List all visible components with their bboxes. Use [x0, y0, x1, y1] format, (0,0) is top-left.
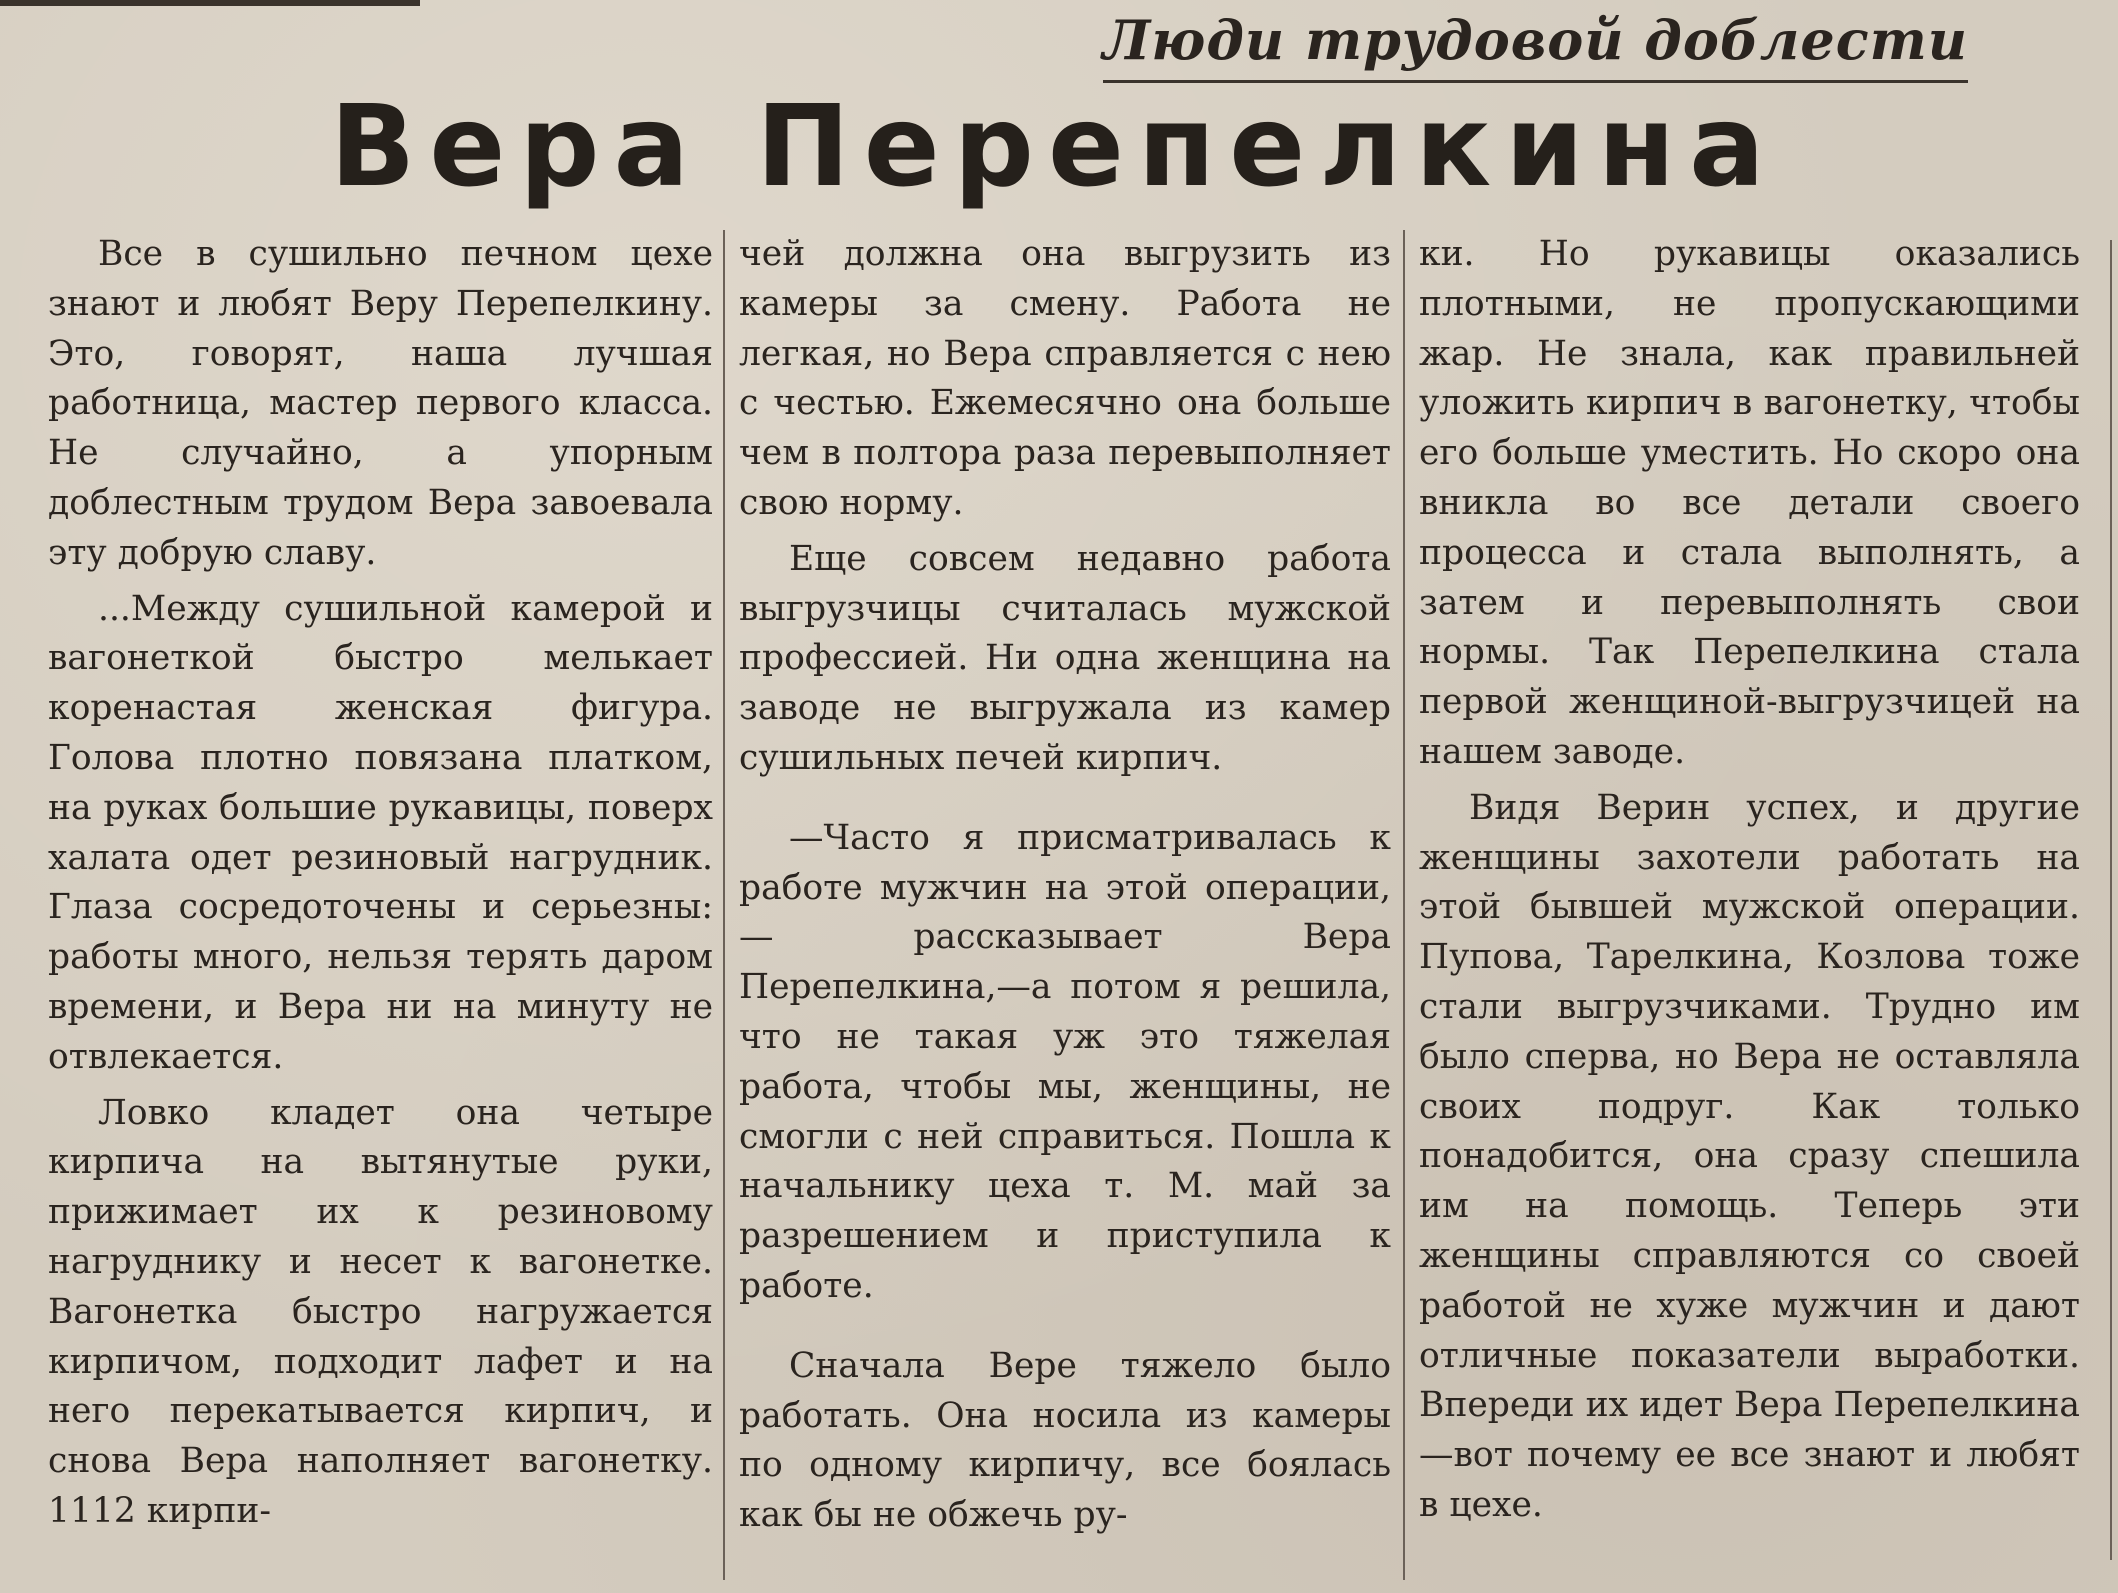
- section-rubric: Люди трудовой доблести: [1103, 8, 1968, 83]
- paragraph: Еще совсем недавно работа выгрузчицы считалась мужской профессией. Ни одна женщина на заводе не выгружала из камер сушильных печей кирпич.: [739, 538, 1391, 778]
- paragraph: Все в сушильно печном цехе знают и любят Веру Перепелкину. Это, говорят, наша лучшая работница, мастер первого класса. Не случайно, а упорным доблестным трудом Вера завоевала эту добрую славу.: [48, 234, 713, 573]
- column-1: [48, 230, 723, 1580]
- paragraph: Сначала Вере тяжело было работать. Она носила из камеры по одному кирпичу, все боялась как бы не обжечь ру-: [739, 1345, 1391, 1536]
- paragraph: ...Между сушильной камерой и вагонеткой быстро мелькает коренастая женская фигура. Голова плотно повязана платком, на руках большие рукавицы, поверх халата одет резиновый нагрудник. Глаза сосредоточены и серьезны: работы много, нельзя терять даром времени, и Вера ни на минуту не отвлекается.: [48, 588, 713, 1077]
- paragraph: ки. Но рукавицы оказались плотными, не пропускающими жар. Не знала, как правильней уложить кирпич в вагонетку, чтобы его больше уместить. Но скоро она вникла во все детали своего процесса и стала выполнять, а затем и перевыполнять свои нормы. Так Перепелкина стала первой женщиной-выгрузчицей на нашем заводе.: [1419, 234, 2080, 772]
- column-3: [1403, 230, 2088, 1580]
- spacer: [739, 1318, 1391, 1342]
- column-2: [723, 230, 1403, 1580]
- paragraph: —Часто я присматривалась к работе мужчин на этой операции, — рассказывает Вера Перепелкина,—а потом я решила, что не такая уж это тяжелая работа, чтобы мы, женщины, не смогли с ней справиться. Пошла к начальнику цеха т. М. май за разрешением и приступила к работе.: [739, 817, 1391, 1306]
- paragraph: Видя Верин успех, и другие женщины захотели работать на этой бывшей мужской операции. Пупова, Тарелкина, Козлова тоже стали выгрузчиками. Трудно им было сперва, но Вера не оставляла своих подруг. Как только понадобится, она сразу спешила им на помощь. Теперь эти женщины справляются со своей работой не хуже мужчин и дают отличные показатели выработки. Впереди их идет Вера Перепелкина —вот почему ее все знают и любят в цехе.: [1419, 787, 2080, 1525]
- article-body: [48, 230, 2088, 1580]
- spacer: [739, 790, 1391, 814]
- paragraph: Ловко кладет она четыре кирпича на вытянутые руки, прижимает их к резиновому нагруднику и несет к вагонетке. Вагонетка быстро нагружается кирпичом, подходит лафет и на него перекатывается кирпич, и снова Вера наполняет вагонетку. 1112 кирпи-: [48, 1092, 713, 1531]
- paragraph: чей должна она выгрузить из камеры за смену. Работа не легкая, но Вера справляется с нею с честью. Ежемесячно она больше чем в полтора раза перевыполняет свою норму.: [739, 234, 1391, 523]
- top-rule: [0, 0, 420, 6]
- page-edge-rule: [2110, 240, 2112, 1560]
- article-headline: Вера Перепелкина: [330, 82, 1779, 212]
